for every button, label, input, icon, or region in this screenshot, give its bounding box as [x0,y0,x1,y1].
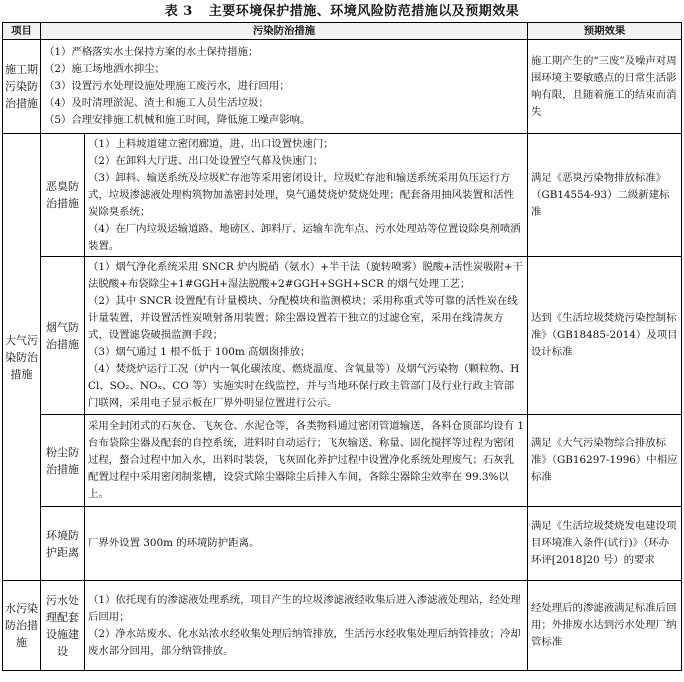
measure-item: （1）烟气净化系统采用 SNCR 炉内脱硝（氨水）+半干法（旋转喷雾）脱酸+活性炭吸附+干法脱酸+布袋除尘+1#GGH+湿法脱酸+2#GGH+SGH+SCR 的烟气处理工艺； [88,261,523,290]
measures-flue [85,257,528,415]
table-caption: 主要环境保护措施、环境风险防范措施以及预期效果 [208,4,520,19]
measure-item: 厂界外设置 300m 的环境防护距离。 [88,537,260,549]
table-header-row [3,23,682,40]
subcategory-odor: 恶臭防治措施 [41,134,85,257]
measure-item: （1）严格落实水土保持方案的水土保持措施； [44,46,259,58]
table-row [3,507,682,581]
effect-water: 经处理后的渗滤液满足标准后回用；外排废水达到污水处理厂纳管标准 [528,581,682,671]
table-row [3,415,682,507]
measure-item: （5）合理安排施工机械和施工时间，降低施工噪声影响。 [44,114,311,126]
table-number: 表 3 [164,4,193,19]
effect-flue: 达到《生活垃圾焚烧污染控制标准》（GB18485-2014）及项目设计标准 [528,257,682,415]
measures-construction [41,40,528,134]
subcategory-flue: 烟气防治措施 [41,257,85,415]
measure-item: （3）设置污水处理设施处理施工废污水，进行回用； [44,80,290,92]
effect-construction: 施工期产生的“三废”及噪声对周围环境主要敏感点的日常生活影响有限，且随着施工的结束而消失 [528,40,682,134]
subcategory-dust: 粉尘防治措施 [41,415,85,507]
header-effect: 预期效果 [528,23,682,40]
table-row [3,40,682,134]
effect-dust: 满足《大气污染物综合排放标准》（GB16297-1996）中相应标准 [528,415,682,507]
measure-item: （1）依托现有的渗滤液处理系统，项目产生的垃圾渗滤液经收集后进入渗滤液处理站，经处理后回用； [88,593,521,623]
category-water: 水污染防治措施 [3,581,41,671]
effect-distance: 满足《生活垃圾焚烧发电建设项目环境准入条件(试行)》（环办环评[2018]20 号）的要求 [528,507,682,581]
measure-item: （2）施工场地洒水抑尘； [44,63,165,75]
subcategory-distance: 环境防护距离 [41,507,85,581]
measures-table [2,22,682,671]
category-construction: 施工期污染防治措施 [3,40,41,134]
table-title [0,4,684,20]
subcategory-water: 污水处理配套设施建设 [41,581,85,671]
measures-dust [85,415,528,507]
effect-odor: 满足《恶臭污染物排放标准》（GB14554-93）二级新建标准 [528,134,682,257]
measure-item: （3）烟气通过 1 根不低于 100m 高烟囱排放； [88,346,311,358]
measure-item: （4）焚烧炉运行工况（炉内一氧化碳浓度、燃烧温度、含氧量等）及烟气污染物（颗粒物、HCl、SO₂、NOₓ、CO 等）实施实时在线监控，并与当地环保行政主管部门及行业行政主管部门联网，采用电子显示板在厂界外明显位置进行公示。 [88,363,520,409]
category-air: 大气污染防治措施 [3,134,41,581]
measure-item: （2）净水站废水、化水站浓水经收集处理后纳管排放，生活污水经收集处理后纳管排放；冷却废水部分回用，部分纳管排放。 [88,627,521,657]
measures-water [85,581,528,671]
measure-item: （4）在厂内垃圾运输道路、地磅区、卸料厅、运输车洗车点、污水处理站等位置设除臭剂喷洒装置。 [88,222,521,252]
measures-distance [85,507,528,581]
measure-item: （1）上料坡道建立密闭廊道，进、出口设置快速门； [88,137,334,150]
header-item: 项目 [3,23,41,40]
measure-item: （3）卸料、输送系统及垃圾贮存池等采用密闭设计，垃圾贮存池和输送系统采用负压运行方式，垃圾渗滤液处理构筑物加盖密封处理，臭气通焚烧炉焚烧处理；配套备用抽风装置和活性炭除臭系统； [88,171,515,218]
header-measures: 污染防治措施 [41,23,528,40]
measures-odor [85,134,528,257]
table-row [3,257,682,415]
measure-item: （4）及时清理淤泥、渣土和施工人员生活垃圾； [44,97,269,109]
table-row [3,134,682,257]
measure-item: （2）其中 SNCR 设置配有计量模块、分配模块和监测模块；采用称重式等可靠的活性炭在线计量装置，并设置活性炭喷射备用装置；除尘器设置若干独立的过滤仓室，采用在线清灰方式，设置滤袋破损监测手段； [88,295,518,341]
measure-item: （2）在卸料大厅进、出口处设置空气幕及快速门； [88,154,324,167]
measure-item: 采用全封闭式的石灰仓、飞灰仓、水泥仓等，各类物料通过密闭管道输送，各料仓顶部均设有 1 台布袋除尘器及配套的自控系统，进料时自动运行；飞灰输送、称量、固化搅拌等过程为密闭过程，螯合过程中加入水，出料时装袋，飞灰固化养护过程中设置净化系统处理废气；石灰乳配置过程中采用密闭制浆槽，设袋式除尘器除尘后排入车间，各除尘器除尘效率在 99.3%以上。 [88,420,524,500]
table-row [3,581,682,671]
